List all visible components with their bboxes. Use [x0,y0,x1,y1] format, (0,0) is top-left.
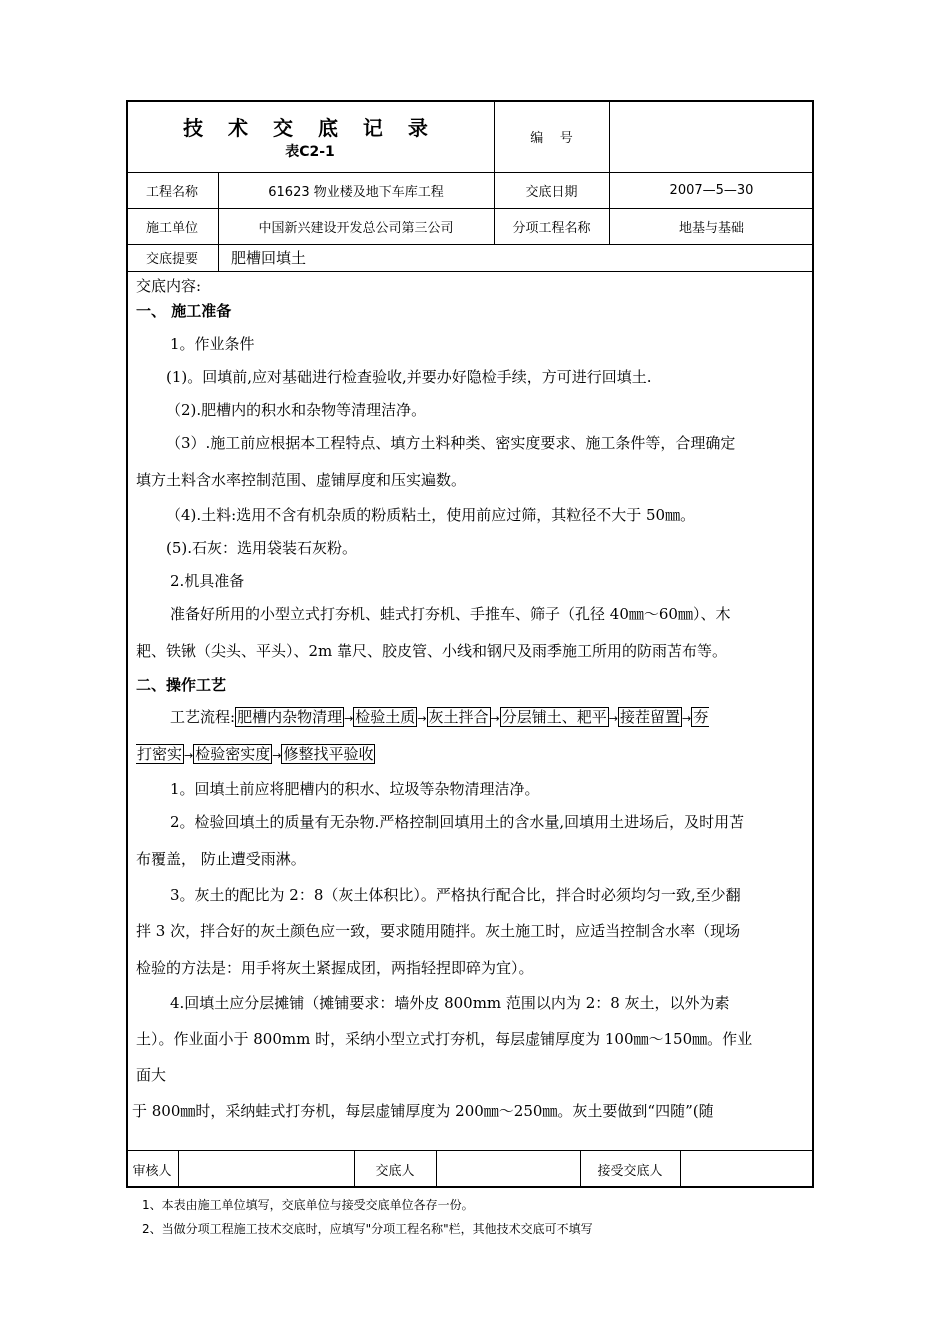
footnote: 2、当做分项工程施工技术交底时，应填写"分项工程名称"栏，其他技术交底可不填写 [142,1222,593,1236]
sub-project-value: 地基与基础 [678,220,744,236]
summary-value: 肥槽回填土 [231,249,307,267]
paragraph: 布覆盖， 防止遭受雨淋。 [136,850,306,868]
footnote: 1、本表由施工单位填写，交底单位与接受交底单位各存一份。 [142,1198,474,1212]
flow-step: 接茬留置 [620,708,681,726]
paragraph: 面大 [136,1066,167,1084]
paragraph: （3）.施工前应根据本工程特点、填方土料种类、密实度要求、施工条件等，合理确定 [166,434,736,452]
arrow-icon: → [490,712,500,725]
paragraph: （2).肥槽内的积水和杂物等清理洁净。 [166,401,427,419]
arrow-icon: → [682,712,692,725]
project-name-value: 61623 物业楼及地下车库工程 [268,184,444,200]
process-flow [170,706,840,727]
flow-step: 肥槽内杂物清理 [237,708,343,726]
paragraph: 3。灰土的配比为 2：8（灰土体积比）。严格执行配合比，拌合时必须均匀一致,至少翻 [170,886,741,904]
paragraph: （4).土料:选用不含有机杂质的粉质粘土，使用前应过筛，其粒径不大于 50㎜。 [166,506,696,524]
code-value [609,100,814,172]
paragraph: 2.机具准备 [170,572,245,590]
receiver-label: 接受交底人 [597,1163,663,1179]
flow-label: 工艺流程: [170,708,236,726]
arrow-icon: → [184,749,194,762]
form-title: 技 术 交 底 记 录 [183,116,437,140]
discloser-signature-field[interactable] [436,1150,580,1188]
receiver-signature-field[interactable] [680,1150,814,1188]
paragraph: 准备好所用的小型立式打夯机、蛙式打夯机、手推车、筛子（孔径 40㎜～60㎜）、木 [170,605,731,623]
content-intro: 交底内容: [136,277,202,295]
unit-label: 施工单位 [145,220,198,236]
unit-value: 中国新兴建设开发总公司第三公司 [258,220,454,236]
arrow-icon: → [417,712,427,725]
paragraph: 2。检验回填土的质量有无杂物.严格控制回填用土的含水量,回填用土进场后，及时用苫 [170,813,745,831]
paragraph: (5).石灰：选用袋装石灰粉。 [166,539,358,557]
discloser-label: 交底人 [375,1163,415,1179]
flow-step: 分层铺土、耙平 [501,708,607,726]
paragraph: 1。回填土前应将肥槽内的积水、垃圾等杂物清理洁净。 [170,780,540,798]
section-1-title: 一、 施工准备 [136,302,232,320]
summary-label: 交底提要 [145,252,198,267]
paragraph: (1)。回填前,应对基础进行检查验收,并要办好隐检手续，方可进行回填土. [166,368,652,386]
reviewer-label: 审核人 [132,1163,172,1179]
paragraph: 耙、铁锹（尖头、平头）、2m 靠尺、胶皮管、小线和钢尺及雨季施工所用的防雨苫布等。 [136,642,728,660]
row-divider [126,271,814,272]
form-number: 表C2-1 [285,144,335,160]
code-label: 编 号 [530,130,573,146]
paragraph: 土）。作业面小于 800mm 时，采纳小型立式打夯机，每层虚铺厚度为 100㎜～150㎜。作业 [136,1030,753,1048]
arrow-icon: → [272,749,282,762]
flow-step: 打密实 [137,745,183,763]
section-2-title: 二、操作工艺 [136,676,227,694]
flow-step: 夯 [693,708,709,726]
date-value: 2007—5—30 [669,182,754,198]
paragraph: 于 800㎜时，采纳蛙式打夯机，每层虚铺厚度为 200㎜～250㎜。灰土要做到“四随”(随 [132,1102,714,1120]
paragraph: 4.回填土应分层摊铺（摊铺要求：墙外皮 800mm 范围以内为 2：8 灰土，以外为素 [170,994,730,1012]
project-name-label: 工程名称 [145,184,198,200]
paragraph: 拌 3 次，拌合好的灰土颜色应一致，要求随用随拌。灰土施工时，应适当控制含水率（现场 [136,922,741,940]
arrow-icon: → [608,712,618,725]
sub-project-label: 分项工程名称 [512,220,591,236]
flow-step: 检验密实度 [195,745,271,763]
arrow-icon: → [344,712,354,725]
flow-step: 修整找平验收 [283,745,374,763]
paragraph: 填方土料含水率控制范围、虚铺厚度和压实遍数。 [136,471,467,489]
flow-step: 灰土拌合 [428,708,489,726]
reviewer-signature-field[interactable] [178,1150,354,1188]
paragraph: 1。作业条件 [170,335,255,353]
flow-step: 检验土质 [355,708,416,726]
paragraph: 检验的方法是：用手将灰土紧握成团，两指轻捏即碎为宜）。 [136,959,534,977]
date-label: 交底日期 [525,184,578,200]
process-flow-cont [136,743,806,764]
